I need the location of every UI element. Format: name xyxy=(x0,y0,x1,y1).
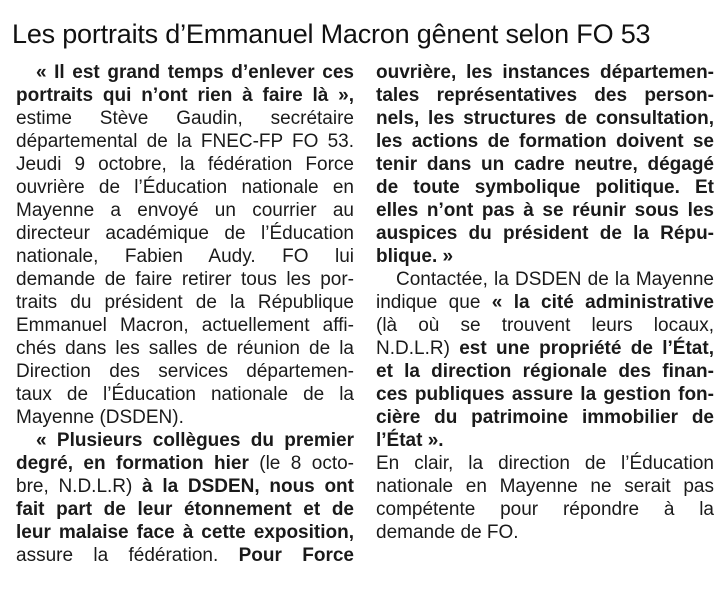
text-line xyxy=(16,199,354,222)
text-line xyxy=(376,475,714,498)
text-line xyxy=(376,222,714,245)
text-line xyxy=(376,61,714,84)
text-line xyxy=(16,521,354,544)
text-line xyxy=(376,291,714,314)
bold-quote-segment: « Plusieurs collègues du premier xyxy=(36,430,354,451)
bold-quote-segment: blique. » xyxy=(376,246,454,267)
text-line xyxy=(376,107,714,130)
plain-segment: Jeudi 9 octobre, la fédération Force xyxy=(16,154,354,175)
bold-quote-segment: portraits qui n’ont rien à faire là », xyxy=(16,85,354,106)
bold-quote-segment: tenir dans un cadre neutre, dégagé xyxy=(376,154,714,175)
text-line xyxy=(16,544,354,567)
plain-segment: N.D.L.R) xyxy=(376,338,460,359)
plain-segment: taux de l’Éducation nationale de la xyxy=(16,384,354,405)
text-line xyxy=(16,245,354,268)
text-line xyxy=(16,84,354,107)
bold-quote-segment: tales représentatives des person- xyxy=(376,85,714,106)
plain-segment: Emmanuel Macron, actuellement affi- xyxy=(16,315,354,336)
plain-segment: chés dans les salles de réunion de la xyxy=(16,338,354,359)
text-line xyxy=(376,521,714,544)
bold-quote-segment: elles n’ont pas à se réunir sous les xyxy=(376,200,714,221)
text-line xyxy=(16,314,354,337)
text-line xyxy=(16,337,354,360)
text-line xyxy=(376,337,714,360)
plain-segment: Mayenne (DSDEN). xyxy=(16,407,184,428)
bold-quote-segment: auspices du président de la Répu- xyxy=(376,223,714,244)
text-line xyxy=(376,84,714,107)
plain-segment: indique que xyxy=(376,292,492,313)
text-line xyxy=(16,153,354,176)
plain-segment: demande de FO. xyxy=(376,522,519,543)
text-line xyxy=(16,452,354,475)
bold-quote-segment: ouvrière, les instances départemen- xyxy=(376,62,714,83)
plain-segment: estime Stève Gaudin, secrétaire xyxy=(16,108,354,129)
plain-segment: bre, N.D.L.R) xyxy=(16,476,143,497)
text-line xyxy=(16,498,354,521)
plain-segment: traits du président de la République xyxy=(16,292,354,313)
text-line xyxy=(376,176,714,199)
bold-quote-segment: l’État ». xyxy=(376,430,444,451)
text-line xyxy=(376,498,714,521)
text-line xyxy=(16,291,354,314)
text-line xyxy=(16,222,354,245)
bold-quote-segment: cière du patrimoine immobilier de xyxy=(376,407,714,428)
bold-quote-segment: nels, les structures de consultation, xyxy=(376,108,714,129)
article-headline: Les portraits d’Emmanuel Macron gênent selon FO 53 xyxy=(12,19,651,49)
plain-segment: Direction des services départemen- xyxy=(16,361,354,382)
bold-quote-segment: fait part de leur étonnement et de xyxy=(16,499,354,520)
bold-quote-segment: les actions de formation doivent se xyxy=(376,131,714,152)
text-line xyxy=(376,406,714,429)
bold-quote-segment: à la DSDEN, nous ont xyxy=(142,476,354,497)
plain-segment: assure la fédération. xyxy=(16,545,239,566)
bold-quote-segment: « Il est grand temps d’enlever ces xyxy=(36,62,354,83)
text-line xyxy=(376,130,714,153)
bold-quote-segment: de toute symbolique politique. Et xyxy=(376,177,714,198)
text-line xyxy=(376,314,714,337)
plain-segment: compétente pour répondre à la xyxy=(376,499,714,520)
text-line xyxy=(16,61,354,84)
bold-quote-segment: est une propriété de l’État, xyxy=(459,338,714,359)
bold-quote-segment: leur malaise face à cette exposition, xyxy=(16,522,354,543)
plain-segment: demande de faire retirer tous les por- xyxy=(16,269,354,290)
text-line xyxy=(16,429,354,452)
text-line xyxy=(16,475,354,498)
right-text-column xyxy=(376,61,714,544)
text-line xyxy=(376,199,714,222)
plain-segment: Mayenne a envoyé un courrier au xyxy=(16,200,354,221)
text-line xyxy=(16,176,354,199)
text-line xyxy=(376,383,714,406)
text-line xyxy=(376,452,714,475)
left-text-column xyxy=(16,61,354,567)
plain-segment: ouvrière de l’Éducation nationale en xyxy=(16,177,354,198)
plain-segment: nationale en Mayenne ne serait pas xyxy=(376,476,714,497)
plain-segment: (là où se trouvent leurs locaux, xyxy=(376,315,714,336)
plain-segment: directeur académique de l’Éducation xyxy=(16,223,354,244)
text-line xyxy=(16,360,354,383)
plain-segment: nationale, Fabien Audy. FO lui xyxy=(16,246,354,267)
text-line xyxy=(376,245,714,268)
bold-quote-segment: « la cité administrative xyxy=(491,292,714,313)
text-line xyxy=(16,268,354,291)
plain-segment: Contactée, la DSDEN de la Mayenne xyxy=(396,269,714,290)
bold-quote-segment: Pour Force xyxy=(238,545,354,566)
bold-quote-segment: et la direction régionale des finan- xyxy=(376,361,714,382)
text-line xyxy=(16,130,354,153)
text-line xyxy=(376,153,714,176)
text-line xyxy=(376,429,714,452)
text-line xyxy=(16,107,354,130)
text-line xyxy=(376,360,714,383)
text-line xyxy=(376,268,714,291)
text-line xyxy=(16,406,354,429)
bold-quote-segment: degré, en formation hier xyxy=(16,453,249,474)
text-line xyxy=(16,383,354,406)
plain-segment: départemental de la FNEC-FP FO 53. xyxy=(16,131,354,152)
plain-segment: En clair, la direction de l’Éducation xyxy=(376,453,714,474)
bold-quote-segment: ces publiques assure la gestion fon- xyxy=(376,384,714,405)
plain-segment: (le 8 octo- xyxy=(248,453,354,474)
